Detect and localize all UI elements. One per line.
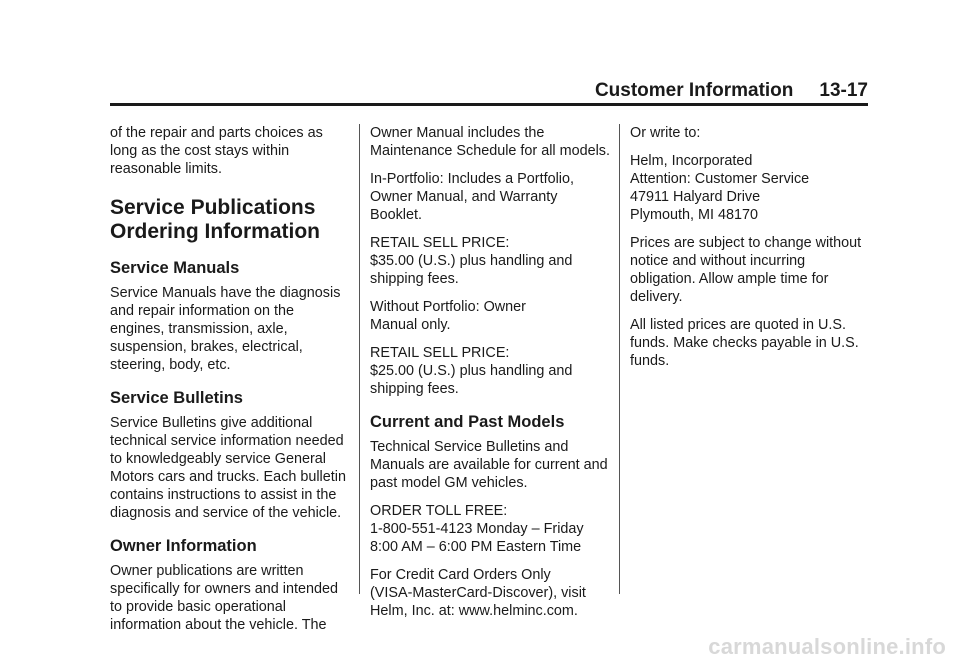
address-line1: Helm, Incorporated bbox=[630, 153, 753, 169]
running-header bbox=[595, 80, 868, 102]
credit-line1: For Credit Card Orders Only bbox=[370, 567, 551, 583]
mailing-address bbox=[630, 152, 870, 224]
owner-information-heading: Owner Information bbox=[110, 537, 257, 555]
price-block-2 bbox=[370, 344, 610, 398]
funds-note: All listed prices are quoted in U.S. funds. Make checks payable in U.S. funds. bbox=[630, 317, 859, 369]
order-label: ORDER TOLL FREE: bbox=[370, 503, 508, 519]
section-heading bbox=[110, 196, 350, 244]
address-line3: 47911 Halyard Drive bbox=[630, 189, 761, 205]
service-bulletins-heading: Service Bulletins bbox=[110, 389, 243, 407]
section-heading-line2: Ordering Information bbox=[110, 220, 320, 243]
service-bulletins-text: Service Bulletins give additional technical service information needed to knowledgeably service General Motors cars and trucks. Each bulletin contains instructions to assist in the diagnosis and service of the vehicle. bbox=[110, 415, 346, 521]
credit-line3: Helm, Inc. at: www.helminc.com. bbox=[370, 603, 578, 619]
watermark: carmanualsonline.info bbox=[708, 634, 946, 659]
order-phone: 1-800-551-4123 Monday – Friday bbox=[370, 521, 584, 537]
address-line2: Attention: Customer Service bbox=[630, 171, 810, 187]
column-2 bbox=[370, 124, 610, 630]
without-portfolio-line2: Manual only. bbox=[370, 317, 451, 333]
current-past-models-text: Technical Service Bulletins and Manuals are available for current and past model GM vehicles. bbox=[370, 439, 608, 491]
current-past-models-heading: Current and Past Models bbox=[370, 413, 565, 431]
section-heading-line1: Service Publications bbox=[110, 196, 316, 219]
service-manuals-heading: Service Manuals bbox=[110, 259, 240, 277]
prices-note: Prices are subject to change without notice and without incurring obligation. Allow ample time for delivery. bbox=[630, 235, 862, 305]
address-line4: Plymouth, MI 48170 bbox=[630, 207, 758, 223]
owner-information-text: Owner publications are written specifically for owners and intended to provide basic operational information about the vehicle. The bbox=[110, 563, 338, 633]
intro-paragraph: of the repair and parts choices as long as the cost stays within reasonable limits. bbox=[110, 125, 323, 177]
order-toll-free-block bbox=[370, 502, 610, 556]
page-number: 13-17 bbox=[819, 80, 868, 101]
column-1 bbox=[110, 124, 350, 644]
in-portfolio-text: In-Portfolio: Includes a Portfolio, Owner Manual, and Warranty Booklet. bbox=[370, 171, 574, 223]
order-hours: 8:00 AM – 6:00 PM Eastern Time bbox=[370, 539, 582, 555]
page-header bbox=[0, 0, 960, 110]
price-1-value: $35.00 (U.S.) plus handling and shipping fees. bbox=[370, 253, 573, 287]
column-divider-1 bbox=[359, 124, 360, 594]
owner-information-continued: Owner Manual includes the Maintenance Schedule for all models. bbox=[370, 125, 610, 159]
section-title: Customer Information bbox=[594, 80, 794, 101]
without-portfolio-line1: Without Portfolio: Owner bbox=[370, 299, 526, 315]
price-2-value: $25.00 (U.S.) plus handling and shipping fees. bbox=[370, 363, 573, 397]
header-rule bbox=[110, 103, 868, 106]
price-block-1 bbox=[370, 234, 610, 288]
service-manuals-text: Service Manuals have the diagnosis and repair information on the engines, transmission, axle, suspension, brakes, electrical, steering, body, etc. bbox=[110, 285, 341, 373]
without-portfolio-block bbox=[370, 298, 610, 334]
price-1-label: RETAIL SELL PRICE: bbox=[370, 235, 510, 251]
column-divider-2 bbox=[619, 124, 620, 594]
credit-card-block bbox=[370, 566, 610, 620]
column-3 bbox=[630, 124, 870, 380]
credit-line2: (VISA-MasterCard-Discover), visit bbox=[370, 585, 586, 601]
write-to-text: Or write to: bbox=[630, 125, 701, 141]
price-2-label: RETAIL SELL PRICE: bbox=[370, 345, 510, 361]
